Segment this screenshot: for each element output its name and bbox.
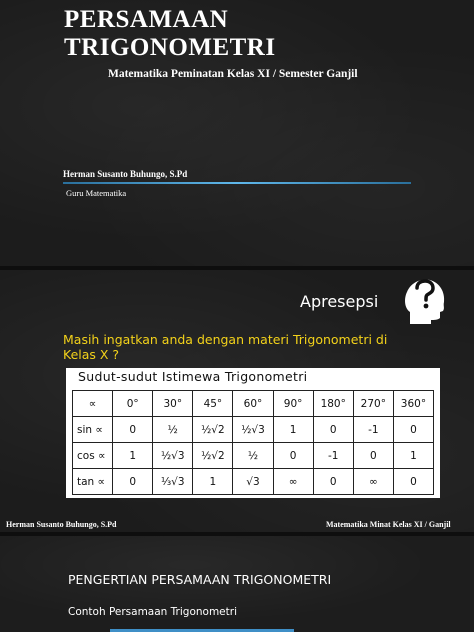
- trig-table: [72, 390, 434, 495]
- table-cell: 0: [353, 443, 393, 469]
- table-cell: 1: [193, 469, 233, 495]
- table-cell: 0: [393, 417, 433, 443]
- table-header-row: [73, 391, 434, 417]
- table-row: [73, 469, 434, 495]
- table-cell: ⅓√3: [153, 469, 193, 495]
- table-cell: ½√2: [193, 417, 233, 443]
- table-cell: ½: [153, 417, 193, 443]
- table-cell: 0: [113, 417, 153, 443]
- table-cell: -1: [353, 417, 393, 443]
- table-cell: ½√2: [193, 443, 233, 469]
- slide-title-text: PERSAMAAN TRIGONOMETRI: [64, 6, 276, 61]
- table-row: [73, 443, 434, 469]
- header-cell: 90°: [273, 391, 313, 417]
- table-cell: 1: [113, 443, 153, 469]
- apresepsi-slide: [0, 270, 474, 532]
- row-label: sin ∝: [73, 417, 113, 443]
- table-cell: ½√3: [233, 417, 273, 443]
- header-cell: 360°: [393, 391, 433, 417]
- slide-subtitle: Contoh Persamaan Trigonometri: [68, 606, 237, 618]
- table-cell: ½: [233, 443, 273, 469]
- table-row: [73, 417, 434, 443]
- table-cell: 0: [313, 469, 353, 495]
- definition-slide: [0, 536, 474, 632]
- slide-heading: Apresepsi: [300, 292, 379, 311]
- table-cell: 1: [393, 443, 433, 469]
- author-role: Guru Matematika: [66, 188, 127, 198]
- header-cell: 60°: [233, 391, 273, 417]
- divider-line: [63, 182, 411, 184]
- header-cell: 30°: [153, 391, 193, 417]
- table-cell: ∞: [353, 469, 393, 495]
- table-title: Sudut-sudut Istimewa Trigonometri: [78, 369, 308, 384]
- author-name: Herman Susanto Buhungo, S.Pd: [63, 169, 188, 179]
- trig-table-image: [66, 368, 440, 498]
- footer-course: Matematika Minat Kelas XI / Ganjil: [326, 520, 451, 529]
- row-label: tan ∝: [73, 469, 113, 495]
- table-cell: 0: [273, 443, 313, 469]
- table-cell: 0: [113, 469, 153, 495]
- table-cell: 1: [273, 417, 313, 443]
- table-cell: √3: [233, 469, 273, 495]
- header-cell: ∝: [73, 391, 113, 417]
- footer-author: Herman Susanto Buhungo, S.Pd: [6, 520, 117, 529]
- table-cell: -1: [313, 443, 353, 469]
- header-cell: 45°: [193, 391, 233, 417]
- table-cell: 0: [393, 469, 433, 495]
- slide-title: PENGERTIAN PERSAMAAN TRIGONOMETRI: [68, 572, 332, 587]
- head-question-icon: [402, 276, 446, 326]
- header-cell: 0°: [113, 391, 153, 417]
- header-cell: 270°: [353, 391, 393, 417]
- slide-subtitle: Matematika Peminatan Kelas XI / Semester Ganjil: [108, 68, 358, 80]
- title-slide: [0, 0, 474, 266]
- table-cell: ½√3: [153, 443, 193, 469]
- row-label: cos ∝: [73, 443, 113, 469]
- table-cell: ∞: [273, 469, 313, 495]
- table-cell: 0: [313, 417, 353, 443]
- slide-title: [64, 6, 294, 62]
- header-cell: 180°: [313, 391, 353, 417]
- question-text: Masih ingatkan anda dengan materi Trigonometri di Kelas X ?: [63, 332, 388, 362]
